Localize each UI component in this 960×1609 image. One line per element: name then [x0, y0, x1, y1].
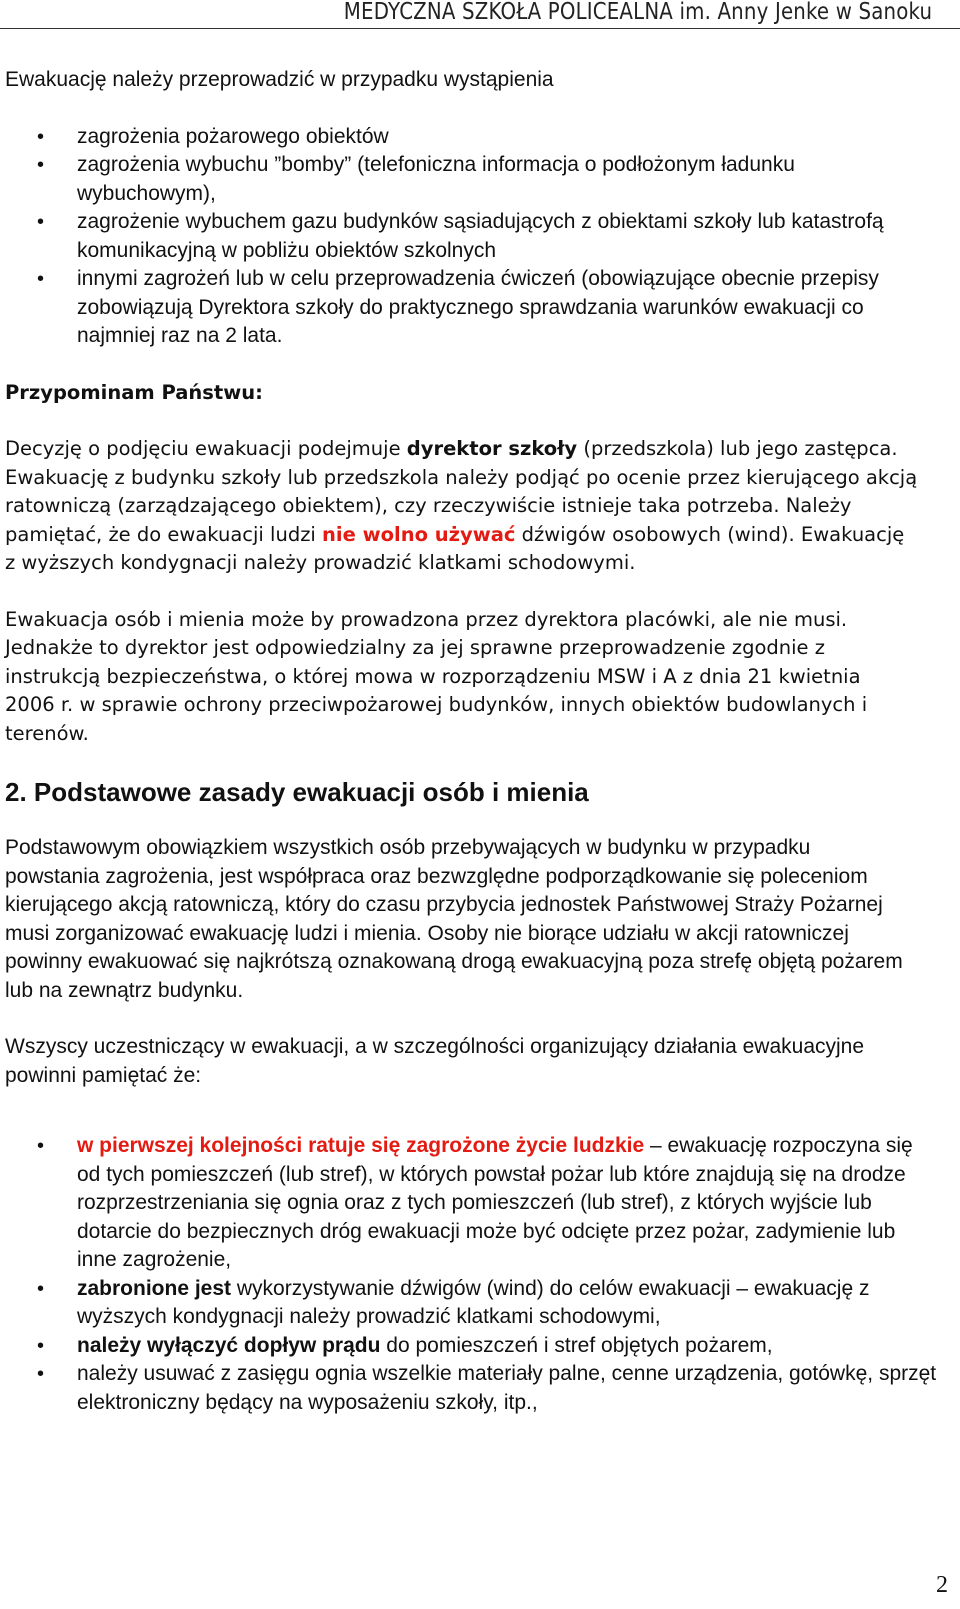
- document-body: [5, 66, 940, 1417]
- rule-text: do pomieszczeń i stref objętych pożarem,: [380, 1333, 773, 1357]
- reminder-text: Decyzję o podjęciu ewakuacji podejmuje: [5, 437, 407, 460]
- header-title: MEDYCZNA SZKOŁA POLICEALNA im. Anny Jenke w Sanoku: [343, 0, 932, 25]
- list-item: [5, 1360, 940, 1417]
- section-heading: 2. Podstawowe zasady ewakuacji osób i mienia: [5, 777, 589, 807]
- list-item: • zagrożenie wybuchem gazu budynków sąsiadujących z obiektami szkoły lub katastrofą komunikacyjną w pobliżu obiektów szkolnych: [5, 208, 940, 265]
- rule-text: wykorzystywanie dźwigów (wind) do celów ewakuacji – ewakuację z wyższych kondygnacji należy prowadzić klatkami schodowymi,: [77, 1276, 870, 1328]
- threat-list: [5, 123, 940, 351]
- paragraph-director-responsibility: Ewakuacja osób i mienia może by prowadzona przez dyrektora placówki, ale nie musi. Jednakże to dyrektor jest odpowiedzialny za jej sprawne przeprowadzenie zgodnie z instrukcją bezpieczeństwa, o której mowa w rozporządzeniu MSW i A z dnia 21 kwietnia 2006 r. w sprawie ochrony przeciwpożarowej budynków, innych obiektów budowlanych i terenów.: [5, 607, 868, 745]
- director-emphasis: dyrektor szkoły: [406, 437, 578, 460]
- reminder-heading: Przypominam Państwu:: [5, 380, 263, 404]
- list-item: [5, 1332, 940, 1361]
- elevator-warning: nie wolno używać: [322, 522, 516, 546]
- rule-lead: w pierwszej kolejności ratuje się zagrożone życie ludzkie: [77, 1134, 645, 1157]
- list-item: • innymi zagrożeń lub w celu przeprowadzenia ćwiczeń (obowiązujące obecnie przepisy zobowiązują Dyrektora szkoły do praktycznego sprawdzania warunków ewakuacji co najmniej raz na 2 lata.: [5, 265, 940, 351]
- list-item: • zagrożenia wybuchu ”bomby” (telefoniczna informacja o podłożonym ładunku wybuchowym),: [5, 151, 940, 208]
- reminder-paragraph: [5, 435, 940, 578]
- rules-list: [5, 1132, 940, 1417]
- rule-lead: należy wyłączyć dopływ prądu: [77, 1333, 381, 1357]
- page-number: 2: [936, 1572, 948, 1598]
- page-header: [0, 0, 960, 29]
- section-paragraph: Wszyscy uczestniczący w ewakuacji, a w szczególności organizujący działania ewakuacyjne powinni pamiętać że:: [5, 1035, 865, 1087]
- list-item: • zagrożenia pożarowego obiektów: [5, 123, 940, 152]
- reminder-text: (przedszkola) lub jego zastępca. Ewakuację z budynku szkoły lub przedszkola należy podjąć po ocenie przez kierującego akcją ratowniczą (zarządzającego obiektem), czy rzeczywiście istnieje taka potrzeba. Należy pamiętać, że do ewakuacji ludzi: [5, 437, 918, 546]
- rule-text: – ewakuację rozpoczyna się od tych pomieszczeń (lub stref), w których powstał pożar lub które znajdują się na drodze rozprzestrzeniania się ognia oraz z tych pomieszczeń (lub stref), z których wyjście lub dotarcie do bezpiecznych dróg ewakuacji może być odcięte przez pożar, zadymienie lub inne zagrożenie,: [77, 1134, 913, 1271]
- list-item: [5, 1275, 940, 1332]
- rule-lead: zabronione jest: [77, 1276, 232, 1300]
- rule-text: należy usuwać z zasięgu ognia wszelkie materiały palne, cenne urządzenia, gotówkę, sprzęt elektroniczny będący na wyposażeniu szkoły, itp.,: [77, 1362, 937, 1414]
- section-paragraph: Podstawowym obowiązkiem wszystkich osób przebywających w budynku w przypadku powstania zagrożenia, jest współpraca oraz bezwzględne podporządkowanie się poleceniom kierującego akcją ratowniczą, który do czasu przybycia jednostek Państwowej Straży Pożarnej musi zorganizować ewakuację ludzi i mienia. Osoby nie biorące udziału w akcji ratowniczej powinny ewakuować się najkrótszą oznakowaną drogą ewakuacyjną poza strefę objętą pożarem lub na zewnątrz budynku.: [5, 836, 903, 1002]
- reminder-text: dźwigów osobowych (wind). Ewakuację z wyższych kondygnacji należy prowadzić klatkami schodowymi.: [5, 522, 905, 574]
- list-item: [5, 1132, 940, 1275]
- intro-paragraph: Ewakuację należy przeprowadzić w przypadku wystąpienia: [5, 68, 554, 91]
